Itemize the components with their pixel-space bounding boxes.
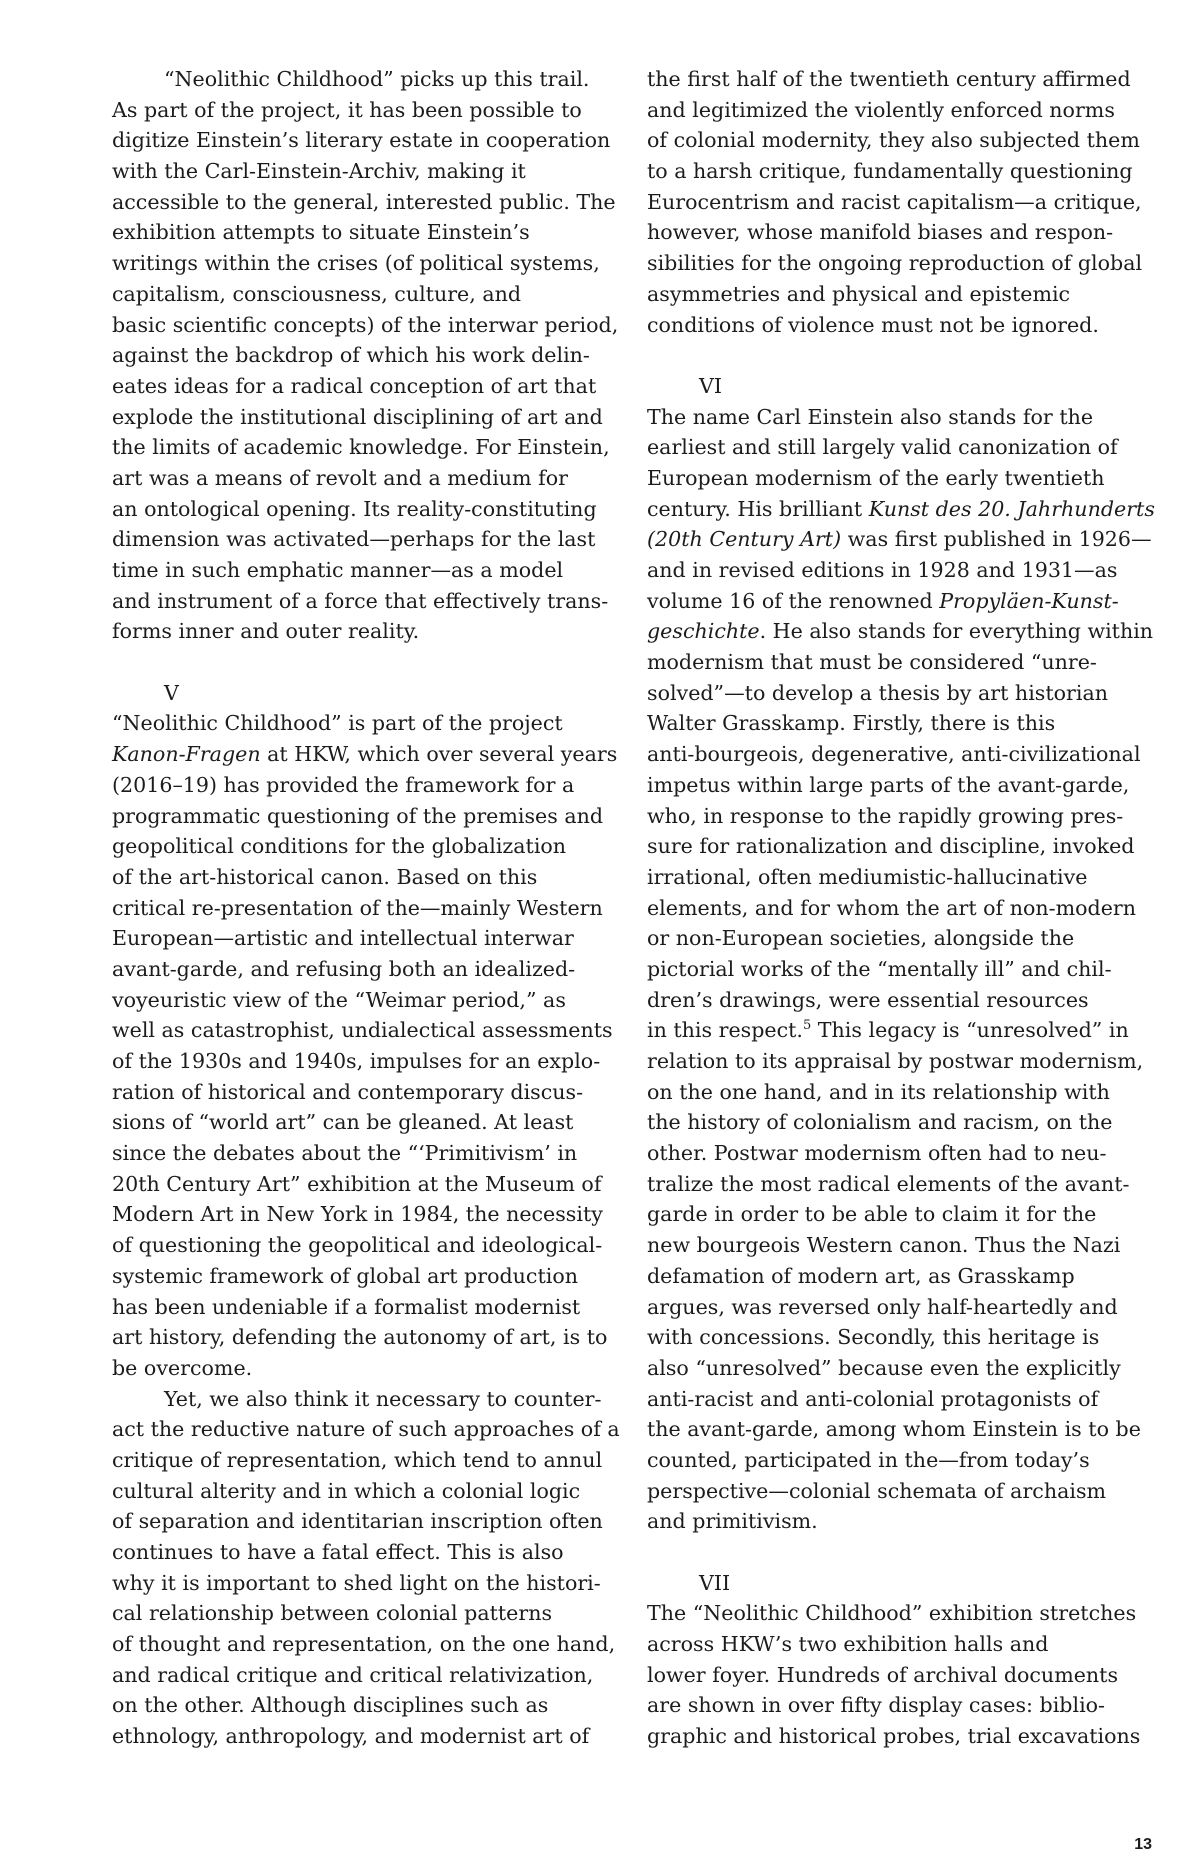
text-line: new bourgeois Western canon. Thus the Nazi [647, 1233, 1121, 1258]
text-line: writings within the crises (of political systems, [112, 251, 600, 276]
text-line: The “Neolithic Childhood” exhibition stretches [647, 1601, 1137, 1626]
text-line: of thought and representation, on the one hand, [112, 1632, 616, 1657]
text-line: art history, defending the autonomy of art, is to [112, 1325, 608, 1350]
text-run: at HKW, which over several years [260, 742, 618, 767]
text-line: cultural alterity and in which a colonial logic [112, 1478, 581, 1503]
text-line: critical re-presentation of the—mainly Western [112, 895, 603, 920]
text-line: avant-garde, and refusing both an idealized- [112, 956, 576, 981]
text-line: with the Carl-Einstein-Archiv, making it [112, 159, 526, 184]
paragraph-trail [112, 64, 624, 647]
text-line [112, 739, 624, 770]
text-line: are shown in over fifty display cases: biblio- [647, 1693, 1106, 1718]
text-line: impetus within large parts of the avant-garde, [647, 772, 1130, 797]
text-line: systemic framework of global art production [112, 1263, 578, 1288]
text-line: since the debates about the “‘Primitivism’ in [112, 1141, 578, 1166]
text-line: geopolitical conditions for the globalization [112, 834, 567, 859]
right-column [647, 64, 1159, 1752]
text-line: continues to have a fatal effect. This is also [112, 1540, 564, 1564]
text-line: well as catastrophist, undialectical assessments [112, 1018, 613, 1043]
text-line: sure for rationalization and discipline, invoked [647, 834, 1135, 859]
text-line [647, 586, 1159, 617]
text-line [112, 708, 624, 739]
text-line: basic scientific concepts) of the interwar period, [112, 312, 619, 337]
text-line: dimension was activated—perhaps for the last [112, 527, 596, 552]
text-line: lower foyer. Hundreds of archival documents [647, 1662, 1119, 1687]
text-line: to a harsh critique, fundamentally questioning [647, 159, 1133, 184]
text-run: in this respect. [647, 1018, 803, 1043]
text-line: dren’s drawings, were essential resources [647, 987, 1089, 1012]
text-line: anti-racist and anti-colonial protagonists of [647, 1386, 1099, 1411]
text-line [647, 494, 1159, 525]
section-gap [647, 340, 1159, 371]
text-line: and in revised editions in 1928 and 1931—as [647, 558, 1118, 582]
text-line: sions of “world art” can be gleaned. At least [112, 1110, 574, 1135]
text-line: and legitimized the violently enforced norms [647, 97, 1115, 122]
text-line: tralize the most radical elements of the avant- [647, 1171, 1130, 1196]
section-gap [647, 1537, 1159, 1568]
italic-title: Propyläen-Kunst- [939, 588, 1119, 613]
text-line: of questioning the geopolitical and ideological- [112, 1233, 603, 1258]
text-line: conditions of violence must not be ignored. [647, 312, 1099, 337]
text-line: of the art-historical canon. Based on this [112, 864, 538, 889]
text-line: 20th Century Art” exhibition at the Museum of [112, 1171, 602, 1196]
text-line: and radical critique and critical relativization, [112, 1662, 594, 1687]
text-line [647, 616, 1159, 647]
text-line: solved”—to develop a thesis by art historian [647, 680, 1108, 705]
section-number-v: V [164, 680, 179, 705]
text-line: As part of the project, it has been possible to [112, 97, 582, 122]
text-line: why it is important to shed light on the histori- [112, 1570, 601, 1595]
text-line: modernism that must be considered “unre- [647, 650, 1097, 675]
text-line [647, 524, 1159, 555]
text-line: pictorial works of the “mentally ill” and chil- [647, 956, 1112, 981]
paragraph-counteract [112, 1384, 624, 1752]
italic-title: geschichte [647, 619, 760, 644]
left-column [112, 64, 624, 1752]
text-line: the avant-garde, among whom Einstein is to be [647, 1417, 1141, 1442]
text-line: asymmetries and physical and epistemic [647, 281, 1071, 306]
paragraph-colonial-modernity [647, 64, 1159, 340]
text-line [647, 1015, 1159, 1046]
text-line: Yet, we also think it necessary to counter- [164, 1386, 602, 1411]
text-run: This legacy is “unresolved” in [811, 1018, 1129, 1043]
text-line: of the 1930s and 1940s, impulses for an explo- [112, 1049, 601, 1073]
text-run: century. His brilliant [647, 496, 869, 521]
text-line: garde in order to be able to claim it for the [647, 1202, 1097, 1227]
section-gap [112, 647, 624, 678]
text-run: was first published in 1926— [841, 527, 1152, 552]
text-line: of colonial modernity, they also subjected them [647, 128, 1140, 153]
text-line: across HKW’s two exhibition halls and [647, 1632, 1049, 1657]
italic-title: Kanon-Fragen [112, 742, 261, 767]
text-line: The name Carl Einstein also stands for the [647, 404, 1094, 429]
text-line: the history of colonialism and racism, on the [647, 1110, 1113, 1135]
text-line: capitalism, consciousness, culture, and [112, 281, 522, 306]
text-line: Walter Grasskamp. Firstly, there is this [647, 711, 1056, 736]
text-line: “Neolithic Childhood” picks up this trail. [164, 67, 590, 91]
text-line: or non-European societies, alongside the [647, 926, 1075, 951]
text-line: critique of representation, which tend to annul [112, 1447, 603, 1472]
text-line: European—artistic and intellectual interwar [112, 926, 574, 951]
text-line: Eurocentrism and racist capitalism—a critique, [647, 189, 1142, 214]
text-line: and primitivism. [647, 1509, 818, 1534]
text-line: on the one hand, and in its relationship with [647, 1079, 1110, 1104]
text-line: of separation and identitarian inscription often [112, 1509, 603, 1534]
text-line: European modernism of the early twentieth [647, 465, 1105, 490]
text-line: be overcome. [112, 1355, 253, 1380]
text-line: with concessions. Secondly, this heritage is [647, 1325, 1100, 1350]
text-line: relation to its appraisal by postwar modernism, [647, 1049, 1144, 1073]
text-line: an ontological opening. Its reality-constituting [112, 496, 597, 521]
text-line: act the reductive nature of such approaches of a [112, 1417, 620, 1442]
text-line: elements, and for whom the art of non-modern [647, 895, 1136, 920]
text-line: voyeuristic view of the “Weimar period,” as [112, 987, 566, 1012]
paragraph-kanon-fragen [112, 708, 624, 1383]
text-line: the first half of the twentieth century affirmed [647, 67, 1131, 91]
text-line: forms inner and outer reality. [112, 619, 420, 644]
text-line: also “unresolved” because even the explicitly [647, 1355, 1121, 1380]
text-line: earliest and still largely valid canonization of [647, 435, 1118, 460]
text-line: digitize Einstein’s literary estate in cooperation [112, 128, 611, 153]
footnote-reference[interactable]: 5 [802, 1018, 812, 1034]
text-line: cal relationship between colonial patterns [112, 1601, 553, 1626]
text-run: volume 16 of the renowned [647, 588, 940, 613]
text-line: graphic and historical probes, trial excavations [647, 1724, 1141, 1749]
text-line: programmatic questioning of the premises and [112, 803, 604, 828]
text-line: counted, participated in the—from today’s [647, 1447, 1090, 1472]
text-line: explode the institutional disciplining of art and [112, 404, 603, 429]
section-number-vii: VII [699, 1570, 731, 1595]
text-line: who, in response to the rapidly growing pres- [647, 803, 1124, 828]
text-line: exhibition attempts to situate Einstein’s [112, 220, 530, 245]
section-number-vi: VI [699, 373, 723, 398]
text-line: perspective—colonial schemata of archaism [647, 1478, 1107, 1503]
page-number: 13 [1134, 1836, 1152, 1853]
text-line: defamation of modern art, as Grasskamp [647, 1263, 1075, 1288]
paragraph-canonization [647, 402, 1159, 1537]
text-line: art was a means of revolt and a medium for [112, 465, 568, 490]
text-line: sibilities for the ongoing reproduction of global [647, 251, 1143, 276]
text-line: ration of historical and contemporary discus- [112, 1079, 584, 1104]
text-line: Modern Art in New York in 1984, the necessity [112, 1202, 603, 1227]
paragraph-exhibition [647, 1598, 1159, 1751]
italic-title: (20th Century Art) [647, 527, 842, 552]
text-line: other. Postwar modernism often had to neu- [647, 1141, 1107, 1166]
text-line: anti-bourgeois, degenerative, anti-civilizational [647, 742, 1141, 767]
text-line: however, whose manifold biases and respon- [647, 220, 1114, 245]
text-line: and instrument of a force that effectively trans- [112, 588, 609, 613]
text-line: argues, was reversed only half-heartedly and [647, 1294, 1118, 1319]
text-line: has been undeniable if a formalist modernist [112, 1294, 581, 1319]
text-line: on the other. Although disciplines such as [112, 1693, 549, 1718]
text-line: the limits of academic knowledge. For Einstein, [112, 435, 610, 460]
text-line: irrational, often mediumistic-hallucinative [647, 864, 1088, 889]
text-run: “Neolithic Childhood” is part of the project [112, 711, 563, 736]
text-line: accessible to the general, interested public. The [112, 189, 616, 214]
italic-title: Kunst des 20. Jahrhunderts [868, 496, 1155, 521]
text-line: ethnology, anthropology, and modernist art of [112, 1724, 590, 1749]
text-line: (2016–19) has provided the framework for a [112, 772, 575, 797]
text-line: against the backdrop of which his work delin- [112, 343, 590, 368]
text-line: eates ideas for a radical conception of art that [112, 373, 597, 398]
text-run: . He also stands for everything within [759, 619, 1154, 644]
text-line: time in such emphatic manner—as a model [112, 558, 564, 582]
